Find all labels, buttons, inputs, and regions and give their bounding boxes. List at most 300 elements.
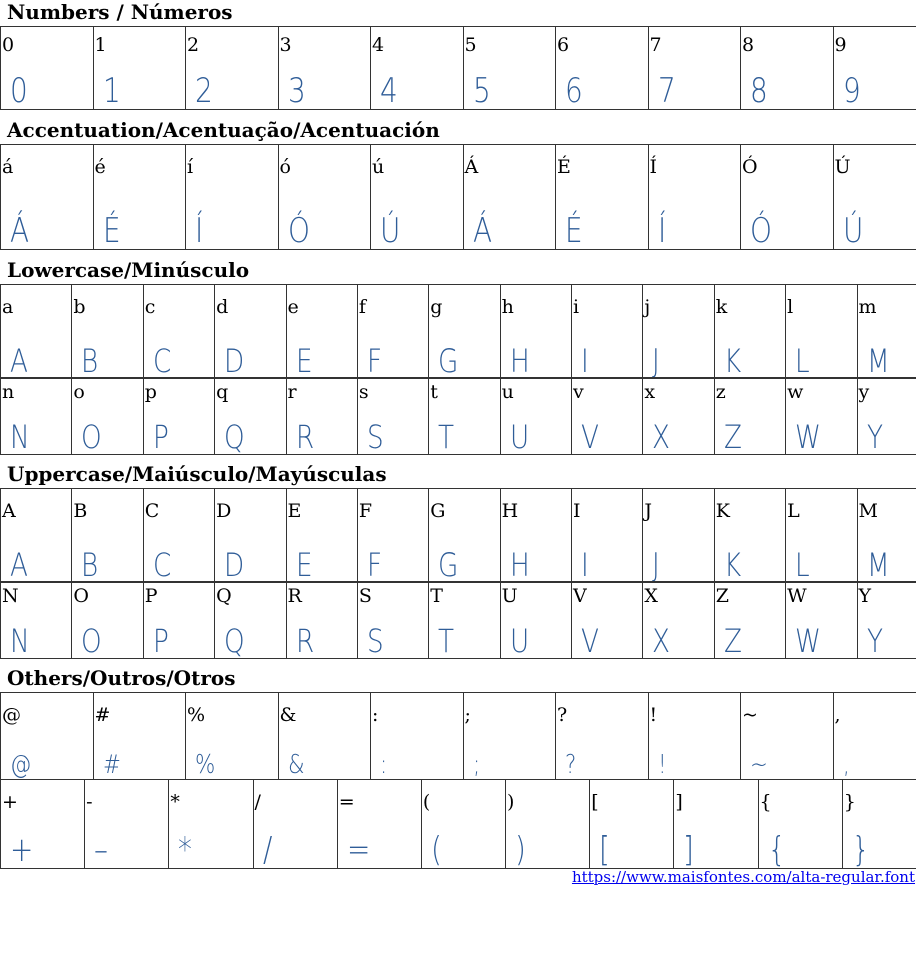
glyph-label: u xyxy=(501,381,514,403)
glyph-sample: O xyxy=(81,622,103,660)
glyph-label: Y xyxy=(858,585,872,607)
glyph-sample: J xyxy=(652,546,661,584)
glyph-sample: K xyxy=(723,546,741,584)
glyph-cell xyxy=(429,582,500,659)
glyph-cell xyxy=(786,489,857,583)
glyph-label: K xyxy=(715,500,730,522)
glyph-cell xyxy=(72,489,143,583)
glyph-row xyxy=(1,780,916,869)
glyph-sample: I xyxy=(581,546,589,584)
glyph-sample: É xyxy=(102,211,121,251)
glyph-sample: L xyxy=(795,546,810,584)
glyph-label: S xyxy=(358,585,372,607)
glyph-sample: N xyxy=(10,418,30,456)
glyph-sample: D xyxy=(224,546,245,584)
glyph-cell xyxy=(648,27,741,110)
glyph-label: n xyxy=(2,381,15,403)
glyph-label: 4 xyxy=(372,34,385,56)
glyph-sample: S xyxy=(366,418,384,456)
glyph-cell xyxy=(93,27,186,110)
glyph-sample: 1 xyxy=(102,71,121,111)
others-grid-row xyxy=(0,779,916,869)
glyph-label: d xyxy=(216,296,229,318)
glyph-label: / xyxy=(254,791,261,813)
glyph-cell xyxy=(572,285,643,379)
glyph-label: M xyxy=(858,500,878,522)
glyph-sample: Í xyxy=(657,211,666,251)
glyph-cell xyxy=(143,285,214,379)
glyph-sample: 0 xyxy=(10,71,28,111)
glyph-label: a xyxy=(2,296,14,318)
glyph-sample: 7 xyxy=(657,71,676,111)
glyph-label: @ xyxy=(2,704,21,726)
glyph-cell xyxy=(93,145,186,250)
glyph-cell xyxy=(357,378,428,455)
glyph-cell xyxy=(857,378,916,455)
glyph-sample: { xyxy=(767,830,786,870)
glyph-cell xyxy=(286,378,357,455)
glyph-label: 8 xyxy=(742,34,755,56)
glyph-cell xyxy=(643,582,714,659)
glyph-sample: K xyxy=(723,342,741,380)
glyph-label: k xyxy=(715,296,728,318)
glyph-cell xyxy=(758,780,842,869)
glyph-sample: Z xyxy=(723,418,742,456)
glyph-sample: T xyxy=(438,418,455,456)
glyph-label: á xyxy=(2,156,14,178)
glyph-cell xyxy=(786,285,857,379)
glyph-label: z xyxy=(715,381,726,403)
glyph-label: } xyxy=(843,791,856,813)
glyph-cell xyxy=(72,378,143,455)
glyph-cell xyxy=(842,780,916,869)
glyph-cell xyxy=(186,693,279,780)
glyph-label: y xyxy=(858,381,870,403)
glyph-sample: ] xyxy=(683,830,695,870)
glyph-cell xyxy=(714,489,785,583)
glyph-cell xyxy=(253,780,337,869)
glyph-cell xyxy=(857,489,916,583)
glyph-label: o xyxy=(73,381,85,403)
glyph-cell xyxy=(500,285,571,379)
glyph-cell xyxy=(1,780,85,869)
glyph-cell xyxy=(643,489,714,583)
glyph-sample: I xyxy=(581,342,589,380)
glyph-label: A xyxy=(2,500,16,522)
glyph-cell xyxy=(1,693,94,780)
glyph-label: í xyxy=(187,156,194,178)
glyph-cell xyxy=(572,582,643,659)
glyph-cell xyxy=(278,27,371,110)
glyph-label: h xyxy=(501,296,514,318)
glyph-sample: H xyxy=(509,342,530,380)
glyph-cell xyxy=(833,693,916,780)
glyph-sample: Q xyxy=(224,418,245,456)
glyph-cell xyxy=(833,27,916,110)
lowercase-grid-row xyxy=(0,284,916,379)
glyph-label: m xyxy=(858,296,877,318)
glyph-label: { xyxy=(759,791,772,813)
glyph-cell xyxy=(556,27,649,110)
glyph-cell xyxy=(741,145,834,250)
glyph-sample: 5 xyxy=(472,71,491,111)
glyph-cell xyxy=(648,693,741,780)
glyph-label: 7 xyxy=(649,34,662,56)
glyph-cell xyxy=(500,582,571,659)
glyph-sample: B xyxy=(81,342,99,380)
glyph-sample: Ú xyxy=(380,211,401,251)
glyph-label: e xyxy=(287,296,299,318)
glyph-label: t xyxy=(430,381,438,403)
glyph-sample: 2 xyxy=(195,71,213,111)
glyph-sample: N xyxy=(10,622,30,660)
glyph-label: Z xyxy=(715,585,729,607)
glyph-cell xyxy=(278,693,371,780)
glyph-cell xyxy=(337,780,421,869)
glyph-sample: M xyxy=(866,342,890,380)
glyph-label: ) xyxy=(507,791,515,813)
glyph-label: G xyxy=(430,500,446,522)
glyph-sample: Ó xyxy=(750,211,772,251)
glyph-cell xyxy=(371,693,464,780)
glyph-cell xyxy=(1,582,72,659)
glyph-sample: & xyxy=(287,750,305,780)
glyph-sample: + xyxy=(10,830,34,870)
glyph-sample: 9 xyxy=(842,71,861,111)
section-title-lowercase: Lowercase/Minúsculo xyxy=(7,258,250,282)
glyph-cell xyxy=(857,285,916,379)
glyph-sample: ; xyxy=(472,750,480,780)
glyph-sample: X xyxy=(652,622,671,660)
glyph-label: ; xyxy=(464,704,471,726)
glyph-cell xyxy=(429,378,500,455)
glyph-sample: H xyxy=(509,546,530,584)
glyph-label: D xyxy=(216,500,232,522)
glyph-label: Í xyxy=(649,156,658,178)
glyph-cell xyxy=(421,780,505,869)
glyph-label: V xyxy=(573,585,587,607)
glyph-label: R xyxy=(287,585,302,607)
glyph-label: Ó xyxy=(742,156,758,178)
glyph-sample: C xyxy=(152,546,172,584)
glyph-sample: X xyxy=(652,418,671,456)
glyph-label: ] xyxy=(675,791,683,813)
glyph-sample: ( xyxy=(430,830,442,870)
glyph-cell xyxy=(1,489,72,583)
glyph-sample: A xyxy=(10,342,28,380)
glyph-row xyxy=(1,27,916,110)
glyph-label: Ú xyxy=(834,156,851,178)
glyph-row xyxy=(1,582,916,659)
glyph-sample: Z xyxy=(723,622,742,660)
glyph-label: r xyxy=(287,381,297,403)
glyph-label: ? xyxy=(557,704,568,726)
source-link[interactable]: https://www.maisfontes.com/alta-regular.font xyxy=(571,868,915,886)
glyph-label: O xyxy=(73,585,89,607)
glyph-label: b xyxy=(73,296,86,318)
glyph-label: ó xyxy=(279,156,291,178)
glyph-label: U xyxy=(501,585,518,607)
section-title-numbers: Numbers / Números xyxy=(7,0,233,24)
glyph-sample: Ú xyxy=(842,211,863,251)
glyph-cell xyxy=(1,27,94,110)
glyph-label: ú xyxy=(372,156,385,178)
glyph-label: s xyxy=(358,381,369,403)
glyph-label: 1 xyxy=(94,34,107,56)
glyph-row xyxy=(1,285,916,379)
glyph-sample: – xyxy=(94,830,109,870)
glyph-cell xyxy=(674,780,758,869)
glyph-cell xyxy=(741,27,834,110)
glyph-cell xyxy=(143,582,214,659)
glyph-label: T xyxy=(430,585,443,607)
glyph-sample: J xyxy=(652,342,661,380)
glyph-label: Q xyxy=(216,585,232,607)
glyph-sample: O xyxy=(81,418,103,456)
glyph-sample: Ó xyxy=(287,211,310,251)
glyph-cell xyxy=(143,378,214,455)
glyph-sample: L xyxy=(795,342,810,380)
glyph-cell xyxy=(429,489,500,583)
glyph-label: ( xyxy=(422,791,431,813)
glyph-sample: 6 xyxy=(565,71,583,111)
glyph-sample: } xyxy=(851,830,870,870)
glyph-sample: M xyxy=(866,546,890,584)
glyph-label: C xyxy=(144,500,160,522)
glyph-label: N xyxy=(2,585,19,607)
glyph-label: 9 xyxy=(834,34,847,56)
glyph-sample: / xyxy=(262,830,272,870)
glyph-cell xyxy=(643,285,714,379)
glyph-sample: Y xyxy=(866,418,883,456)
glyph-sample: Í xyxy=(195,211,204,251)
glyph-sample: Q xyxy=(224,622,245,660)
glyph-cell xyxy=(215,285,286,379)
glyph-label: B xyxy=(73,500,88,522)
glyph-cell xyxy=(556,693,649,780)
others-grid-row xyxy=(0,692,916,780)
glyph-label: i xyxy=(573,296,580,318)
glyph-cell xyxy=(215,378,286,455)
glyph-cell xyxy=(857,582,916,659)
glyph-cell xyxy=(572,489,643,583)
glyph-label: & xyxy=(279,704,297,726)
glyph-label: I xyxy=(573,500,581,522)
lowercase-grid-row xyxy=(0,377,916,455)
glyph-label: f xyxy=(358,296,366,318)
glyph-sample: C xyxy=(152,342,172,380)
glyph-sample: 8 xyxy=(750,71,768,111)
glyph-label: : xyxy=(372,704,379,726)
glyph-cell xyxy=(1,378,72,455)
glyph-label: % xyxy=(187,704,206,726)
glyph-sample: Á xyxy=(10,211,30,251)
glyph-label: v xyxy=(573,381,584,403)
glyph-sample: # xyxy=(102,750,121,780)
glyph-cell xyxy=(643,378,714,455)
glyph-sample: Á xyxy=(472,211,492,251)
glyph-row xyxy=(1,378,916,455)
glyph-cell xyxy=(286,285,357,379)
glyph-cell xyxy=(186,27,279,110)
glyph-label: # xyxy=(94,704,111,726)
glyph-sample: W xyxy=(795,418,822,456)
glyph-sample: T xyxy=(438,622,455,660)
glyph-label: 5 xyxy=(464,34,477,56)
glyph-row xyxy=(1,693,916,780)
glyph-sample: E xyxy=(295,342,313,380)
glyph-label: w xyxy=(787,381,804,403)
glyph-sample: U xyxy=(509,418,529,456)
glyph-cell xyxy=(169,780,253,869)
glyph-sample: P xyxy=(152,622,169,660)
glyph-sample: 4 xyxy=(380,71,398,111)
glyph-label: H xyxy=(501,500,519,522)
glyph-label: 6 xyxy=(557,34,570,56)
glyph-sample: ) xyxy=(515,830,526,870)
glyph-sample: U xyxy=(509,622,529,660)
glyph-sample: R xyxy=(295,418,314,456)
glyph-cell xyxy=(500,489,571,583)
glyph-label: 0 xyxy=(2,34,15,56)
glyph-cell xyxy=(93,693,186,780)
glyph-label: E xyxy=(287,500,302,522)
glyph-cell xyxy=(741,693,834,780)
glyph-label: J xyxy=(644,500,652,522)
glyph-cell xyxy=(556,145,649,250)
glyph-sample: B xyxy=(81,546,99,584)
glyph-cell xyxy=(714,285,785,379)
glyph-row xyxy=(1,145,916,250)
glyph-cell xyxy=(506,780,590,869)
glyph-cell xyxy=(143,489,214,583)
glyph-sample: Y xyxy=(866,622,883,660)
glyph-cell xyxy=(429,285,500,379)
glyph-cell xyxy=(286,489,357,583)
uppercase-grid-row xyxy=(0,581,916,659)
glyph-label: j xyxy=(644,296,651,318)
glyph-sample: ? xyxy=(565,750,577,780)
glyph-sample: E xyxy=(295,546,313,584)
glyph-sample: É xyxy=(565,211,583,251)
glyph-cell xyxy=(1,145,94,250)
glyph-label: [ xyxy=(591,791,599,813)
glyph-cell xyxy=(786,378,857,455)
glyph-sample: A xyxy=(10,546,28,584)
glyph-label: é xyxy=(94,156,106,178)
glyph-sample: @ xyxy=(10,750,32,780)
accentuation-grid-row xyxy=(0,144,916,250)
glyph-cell xyxy=(215,582,286,659)
glyph-cell xyxy=(648,145,741,250)
glyph-label: = xyxy=(338,791,355,813)
glyph-cell xyxy=(500,378,571,455)
glyph-sample: V xyxy=(581,622,599,660)
glyph-sample: : xyxy=(380,750,388,780)
glyph-cell xyxy=(463,27,556,110)
glyph-label: g xyxy=(430,296,443,318)
glyph-cell xyxy=(714,378,785,455)
glyph-cell xyxy=(786,582,857,659)
glyph-sample: S xyxy=(366,622,384,660)
glyph-label: c xyxy=(144,296,156,318)
glyph-cell xyxy=(357,285,428,379)
section-title-uppercase: Uppercase/Maiúsculo/Mayúsculas xyxy=(7,462,387,486)
glyph-label: * xyxy=(170,791,180,813)
glyph-sample: P xyxy=(152,418,169,456)
glyph-sample: V xyxy=(581,418,599,456)
glyph-sample: % xyxy=(195,750,216,780)
glyph-label: L xyxy=(787,500,800,522)
glyph-cell xyxy=(357,582,428,659)
glyph-sample: ~ xyxy=(750,750,768,780)
glyph-sample: W xyxy=(795,622,822,660)
uppercase-grid-row xyxy=(0,488,916,583)
glyph-label: W xyxy=(787,585,807,607)
glyph-cell xyxy=(186,145,279,250)
glyph-cell xyxy=(463,693,556,780)
glyph-cell xyxy=(72,285,143,379)
glyph-label: - xyxy=(86,791,93,813)
glyph-sample: ! xyxy=(657,750,667,780)
section-title-accentuation: Accentuation/Acentuação/Acentuación xyxy=(7,118,440,142)
glyph-label: ! xyxy=(649,704,658,726)
glyph-cell xyxy=(714,582,785,659)
glyph-label: , xyxy=(834,704,841,726)
glyph-sample: G xyxy=(438,342,459,380)
glyph-label: X xyxy=(644,585,658,607)
glyph-sample: * xyxy=(178,830,193,870)
glyph-cell xyxy=(85,780,169,869)
glyph-cell xyxy=(371,145,464,250)
glyph-row xyxy=(1,489,916,583)
glyph-label: 2 xyxy=(187,34,200,56)
glyph-label: l xyxy=(787,296,794,318)
numbers-grid-row xyxy=(0,26,916,110)
glyph-cell xyxy=(357,489,428,583)
glyph-sample: , xyxy=(842,750,850,780)
section-title-others: Others/Outros/Otros xyxy=(7,666,236,690)
glyph-cell xyxy=(833,145,916,250)
glyph-label: Á xyxy=(464,156,479,178)
glyph-sample: R xyxy=(295,622,314,660)
glyph-cell xyxy=(371,27,464,110)
glyph-label: É xyxy=(557,156,571,178)
glyph-sample: = xyxy=(346,830,371,870)
glyph-label: p xyxy=(144,381,157,403)
glyph-cell xyxy=(286,582,357,659)
glyph-label: q xyxy=(216,381,229,403)
glyph-cell xyxy=(72,582,143,659)
glyph-label: ~ xyxy=(742,704,758,726)
glyph-label: x xyxy=(644,381,656,403)
glyph-sample: [ xyxy=(599,830,611,870)
glyph-label: F xyxy=(358,500,373,522)
glyph-cell xyxy=(1,285,72,379)
glyph-sample: F xyxy=(366,546,382,584)
glyph-sample: D xyxy=(224,342,245,380)
glyph-sample: G xyxy=(438,546,459,584)
glyph-label: + xyxy=(2,791,18,813)
glyph-sample: 3 xyxy=(287,71,306,111)
glyph-cell xyxy=(572,378,643,455)
glyph-cell xyxy=(590,780,674,869)
glyph-cell xyxy=(278,145,371,250)
glyph-cell xyxy=(463,145,556,250)
glyph-sample: F xyxy=(366,342,382,380)
glyph-label: 3 xyxy=(279,34,292,56)
glyph-cell xyxy=(215,489,286,583)
